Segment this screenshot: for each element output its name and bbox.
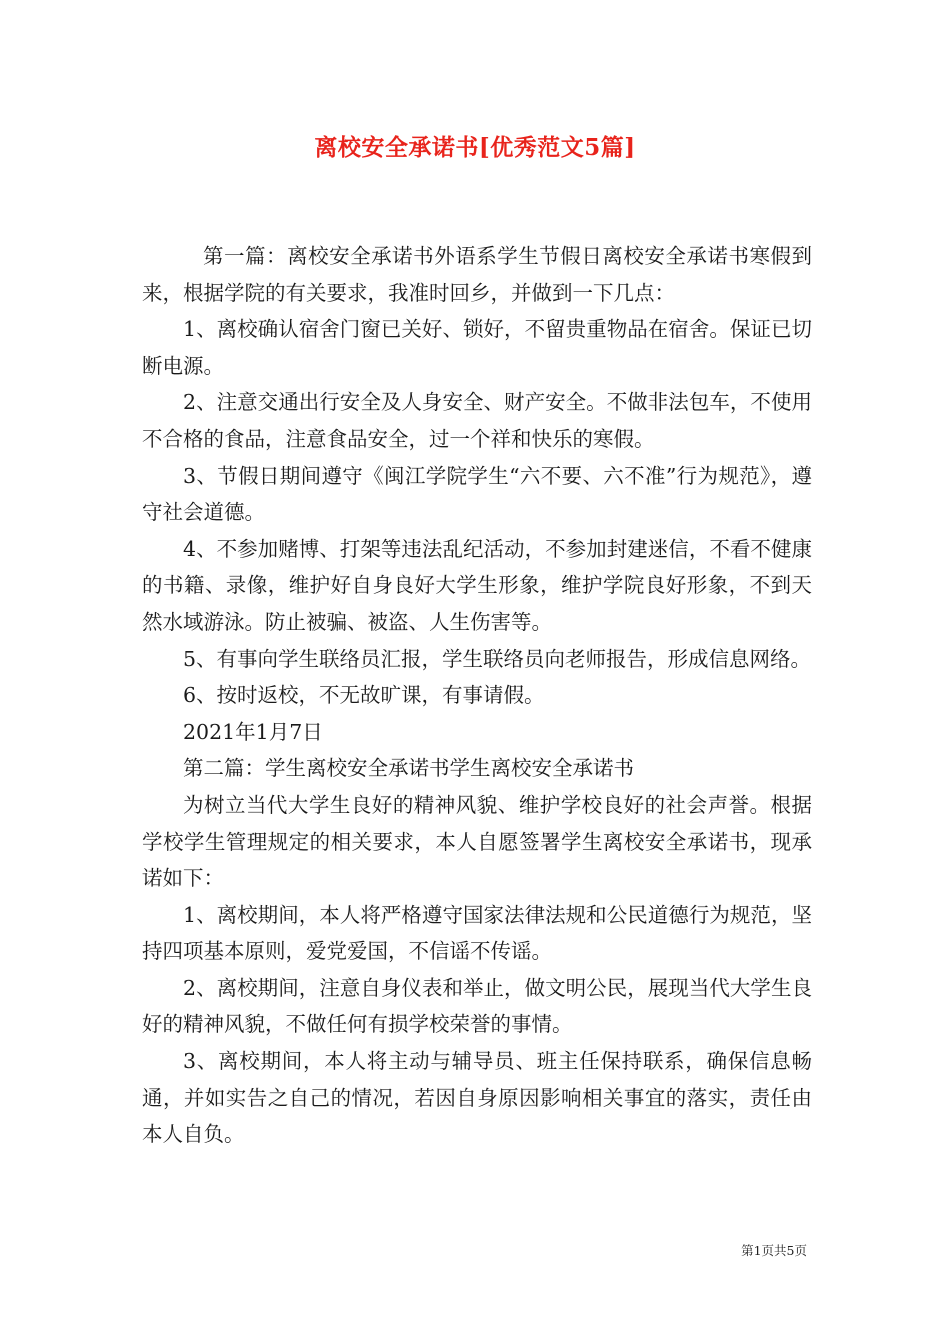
paragraph-date: 2021年1月7日 <box>183 719 323 744</box>
page-indicator: 第1页共5页 <box>741 1243 807 1258</box>
paragraph-section-2-heading: 第二篇：学生离校安全承诺书学生离校安全承诺书 <box>183 756 634 781</box>
paragraph-item-5: 5、有事向学生联络员汇报，学生联络员向老师报告，形成信息网络。 <box>183 646 812 671</box>
paragraph-intro: 第一篇：离校安全承诺书外语系学生节假日离校安全承诺书寒假到来，根据学院的有关要求，我准时回乡，并做到一下几点： <box>142 244 812 305</box>
paragraph-section-2-item-2: 2、离校期间，注意自身仪表和举止，做文明公民，展现当代大学生良好的精神风貌，不做任何有损学校荣誉的事情。 <box>142 975 812 1037</box>
paragraph-item-6: 6、按时返校，不无故旷课，有事请假。 <box>183 683 545 708</box>
paragraph-item-3: 3、节假日期间遵守《闽江学院学生“六不要、六不准”行为规范》，遵守社会道德。 <box>142 463 812 525</box>
paragraph-section-2-intro: 为树立当代大学生良好的精神风貌、维护学校良好的社会声誉。根据学校学生管理规定的相关要求，本人自愿签署学生离校安全承诺书，现承诺如下： <box>142 792 812 891</box>
paragraph-section-2-item-3: 3、离校期间，本人将主动与辅导员、班主任保持联系，确保信息畅通，并如实告之自己的情况，若因自身原因影响相关事宜的落实，责任由本人自负。 <box>142 1049 812 1147</box>
paragraph-item-2: 2、注意交通出行安全及人身安全、财产安全。不做非法包车，不使用不合格的食品，注意食品安全，过一个祥和快乐的寒假。 <box>142 390 812 451</box>
document-body <box>142 238 812 1153</box>
paragraph-section-2-item-1: 1、离校期间，本人将严格遵守国家法律法规和公民道德行为规范，坚持四项基本原则，爱党爱国，不信谣不传谣。 <box>142 902 812 964</box>
document-title: 离校安全承诺书[优秀范文5篇] <box>314 134 636 161</box>
paragraph-item-4: 4、不参加赌博、打架等违法乱纪活动，不参加封建迷信，不看不健康的书籍、录像，维护好自身良好大学生形象，维护学院良好形象，不到天然水域游泳。防止被骗、被盗、人生伤害等。 <box>142 536 812 634</box>
paragraph-item-1: 1、离校确认宿舍门窗已关好、锁好，不留贵重物品在宿舍。保证已切断电源。 <box>142 317 812 378</box>
